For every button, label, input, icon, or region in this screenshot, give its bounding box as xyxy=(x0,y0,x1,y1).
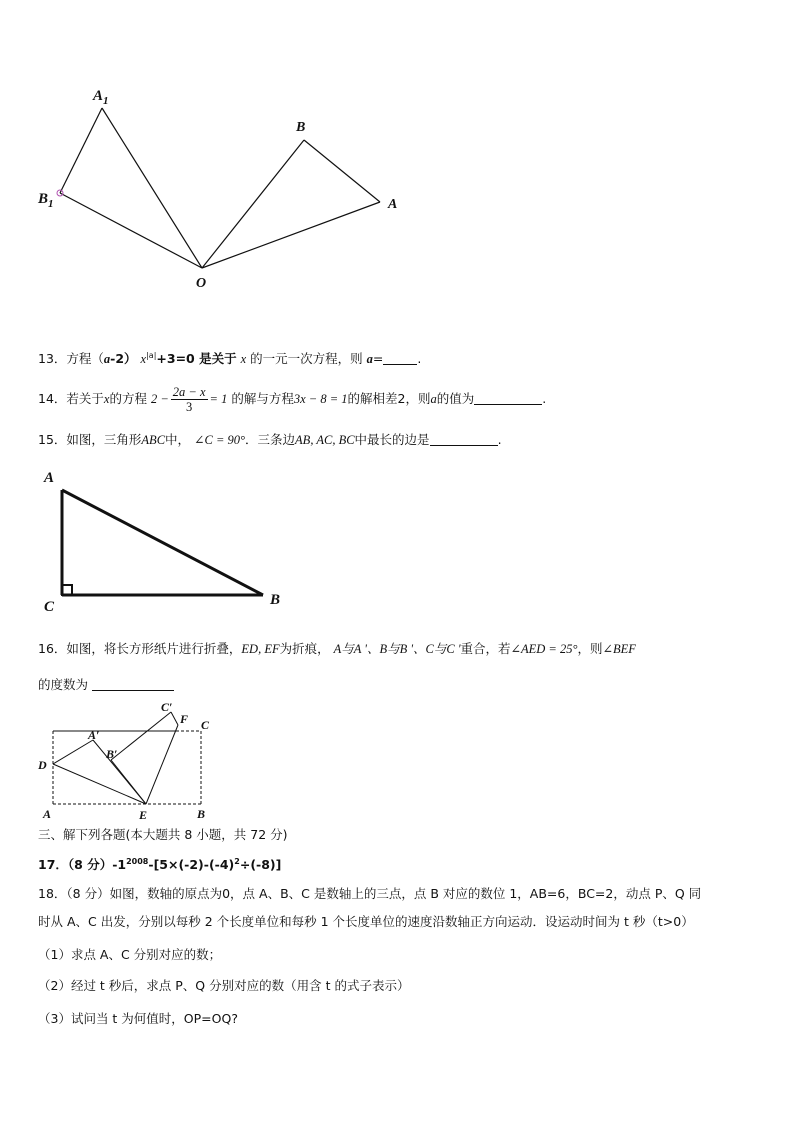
segment-A1-B1 xyxy=(60,108,102,193)
answer-blank[interactable] xyxy=(92,678,174,691)
rotation-figure xyxy=(30,80,410,295)
label-B1: $B_1$ xyxy=(38,191,54,210)
label-C: C xyxy=(201,718,210,732)
label-A: A xyxy=(388,197,398,212)
segment-Bprime-E xyxy=(111,760,146,804)
fraction: $\frac{2a - x}{3}$ xyxy=(172,385,206,414)
answer-blank[interactable] xyxy=(383,352,417,365)
label-F: F xyxy=(180,712,189,726)
answer-blank[interactable] xyxy=(430,433,498,446)
segment-Bprime-Cprime xyxy=(111,712,171,760)
label-A1: $A_1$ xyxy=(93,88,109,107)
folded-rectangle-figure xyxy=(36,698,226,822)
question-16: 16．如图，将长方形纸片进行折叠，ED, EF为折痕， A与A '、B与B '、C与C '重合，若∠AED = 25°，则∠BEF xyxy=(38,641,636,656)
label-C: C xyxy=(44,599,55,615)
question-14: 14．若关于x的方程 2 − $\frac{2a - x}{3}$ = 1 的解与方程3x − 8 = 1的解相差2，则a的值为 . xyxy=(38,385,547,414)
segment-B1-O xyxy=(60,193,202,268)
right-triangle-figure xyxy=(38,466,298,616)
question-18: 18．（8 分）如图，数轴的原点为0，点 A、B、C 是数轴上的三点，点 B 对应的数位 1，AB=6，BC=2，动点 P、Q 同 xyxy=(38,886,702,901)
label-B: B xyxy=(296,120,306,135)
side-AB xyxy=(62,490,263,595)
segment-B-A xyxy=(304,140,380,202)
label-B: B xyxy=(197,807,206,821)
label-D: D xyxy=(38,758,47,772)
label-A: A xyxy=(44,470,55,486)
answer-blank[interactable] xyxy=(474,392,542,405)
label-B: B xyxy=(270,592,281,608)
question-13: 13．方程（a-2） $x^{|a|}+3=0$ 是关于 x 的一元一次方程，则 a= . xyxy=(38,351,422,367)
question-18-part1: （1）求点 A、C 分别对应的数； xyxy=(38,947,222,962)
label-A: A xyxy=(43,807,52,821)
question-15: 15．如图，三角形ABC中， ∠C = 90°．三条边AB, AC, BC中最长的边是 . xyxy=(38,432,502,447)
label-A-prime: A′ xyxy=(88,728,100,742)
crease-ED xyxy=(53,764,146,804)
label-O: O xyxy=(196,276,207,291)
label-E: E xyxy=(139,808,148,822)
label-B-prime: B′ xyxy=(106,747,118,761)
segment-D-Aprime xyxy=(53,740,93,764)
question-18-line2: 时从 A、C 出发，分别以每秒 2 个长度单位和每秒 1 个长度单位的速度沿数轴正方向运动．设运动时间为 t 秒（t>0） xyxy=(38,914,694,929)
question-17: 17．（8 分）$-1^{2008}-[5\times(-2)-(-4)^2\div(-8)]$ xyxy=(38,857,282,873)
section-3-heading: 三、解下列各题(本大题共 8 小题，共 72 分) xyxy=(38,827,288,842)
question-18-part3: （3）试问当 t 为何值时，OP=OQ? xyxy=(38,1011,238,1026)
crease-EF xyxy=(146,725,178,804)
question-18-part2: （2）经过 t 秒后，求点 P、Q 分别对应的数（用含 t 的式子表示） xyxy=(38,978,410,993)
label-C-prime: C′ xyxy=(161,700,173,714)
segment-A1-O xyxy=(102,108,202,268)
question-16-line2: 的度数为 xyxy=(38,676,174,694)
